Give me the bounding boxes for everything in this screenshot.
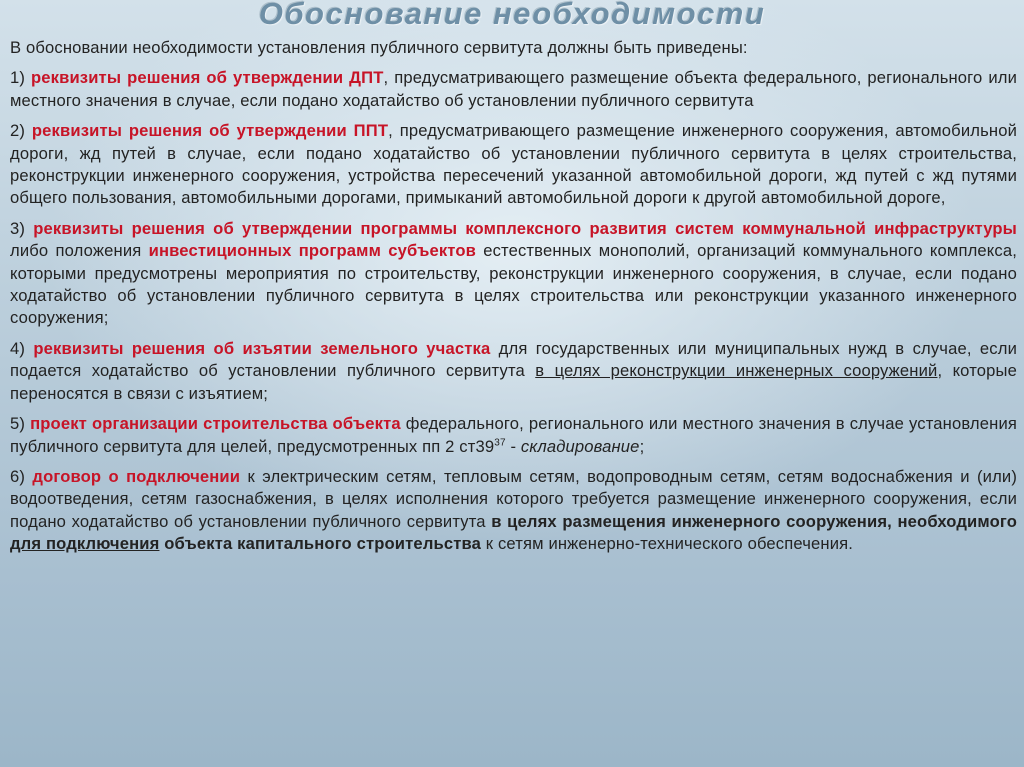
item-text: к сетям инженерно-технического обеспечения. bbox=[481, 534, 854, 554]
item-text: ; bbox=[639, 436, 645, 456]
item-text: естественных монополий, организаций коммунального комплекса, которыми предусмотрены мероприятия по строительству, реконструкции инженерного сооружения, в случае, если подано ходатайство об установлении публичного сервитута в целях строительства или реконструкции указанного инженерного сооружения; bbox=[10, 241, 1017, 328]
item-italic-text: складирование bbox=[520, 436, 640, 456]
item-number: 2) bbox=[10, 121, 26, 141]
item-text: либо положения bbox=[10, 241, 149, 261]
item-highlight: проект организации строительства объекта bbox=[30, 414, 401, 434]
item-number: 5) bbox=[10, 414, 26, 434]
item-number: 4) bbox=[10, 338, 26, 358]
list-item-2 bbox=[10, 120, 1017, 210]
item-text: , которые переносятся в связи с изъятием; bbox=[10, 361, 1017, 403]
item-number: 3) bbox=[10, 218, 26, 238]
slide-title: Обоснование необходимости bbox=[258, 0, 766, 31]
list-item-6 bbox=[10, 466, 1017, 556]
item-highlight: реквизиты решения об утверждении программы комплексного развития систем коммунальной инфраструктуры bbox=[33, 218, 1017, 238]
list-item-3 bbox=[10, 218, 1017, 330]
item-highlight-2: инвестиционных программ субъектов bbox=[148, 241, 476, 261]
item-bold-text: объекта капитального строительства bbox=[159, 534, 482, 554]
item-text: федерального, регионального или местного значения в случае установления публичного сервитута для целей, предусмотренных пп 2 ст39 bbox=[10, 414, 1017, 456]
item-bold-underlined-text: для подключения bbox=[10, 534, 160, 554]
item-number: 1) bbox=[10, 68, 26, 88]
item-highlight: реквизиты решения об изъятии земельного участка bbox=[33, 338, 491, 358]
list-item-1 bbox=[10, 67, 1017, 112]
item-superscript: 37 bbox=[494, 436, 506, 448]
item-bold-text: необходимого bbox=[897, 511, 1018, 531]
item-highlight: реквизиты решения об утверждении ДПТ bbox=[30, 68, 384, 88]
item-bold-text: в целях размещения инженерного сооружения, bbox=[491, 511, 898, 531]
item-text: - bbox=[505, 436, 521, 456]
item-text: , предусматривающего размещение объекта федерального, регионального или местного значения в случае, если подано ходатайство об установлении публичного сервитута bbox=[10, 68, 1017, 110]
item-highlight: реквизиты решения об утверждении ППТ bbox=[31, 121, 389, 141]
item-number: 6) bbox=[10, 466, 26, 486]
item-text: , предусматривающего размещение инженерного сооружения, автомобильной дороги, жд путей в случае, если подано ходатайство об установлении публичного сервитута в целях строительства, реконструкции инженерного сооружения, устройства пересечений указанной автомобильной дороги, жд путей с жд путями общего пользования, автомобильными дорогами, примыканий автомобильной дороги к другой автомобильной дороге, bbox=[10, 121, 1017, 208]
item-underlined-text: в целях реконструкции инженерных сооружений bbox=[535, 361, 938, 381]
list-item-5 bbox=[10, 413, 1017, 458]
slide-body bbox=[10, 37, 1017, 767]
list-item-4 bbox=[10, 338, 1017, 405]
item-text: для государственных или муниципальных нужд в случае, если подается ходатайство об установлении публичного сервитута bbox=[10, 338, 1018, 381]
item-highlight: договор о подключении bbox=[32, 466, 241, 486]
item-text: к электрическим сетям, тепловым сетям, водопроводным сетям, сетям водоснабжения и (или) водоотведения, сетям газоснабжения, в целях исполнения которого требуется размещение инженерного сооружения, если подано ходатайство об установлении публичного сервитута bbox=[10, 466, 1018, 531]
intro-text: В обосновании необходимости установления публичного сервитута должны быть приведены: bbox=[10, 38, 748, 57]
